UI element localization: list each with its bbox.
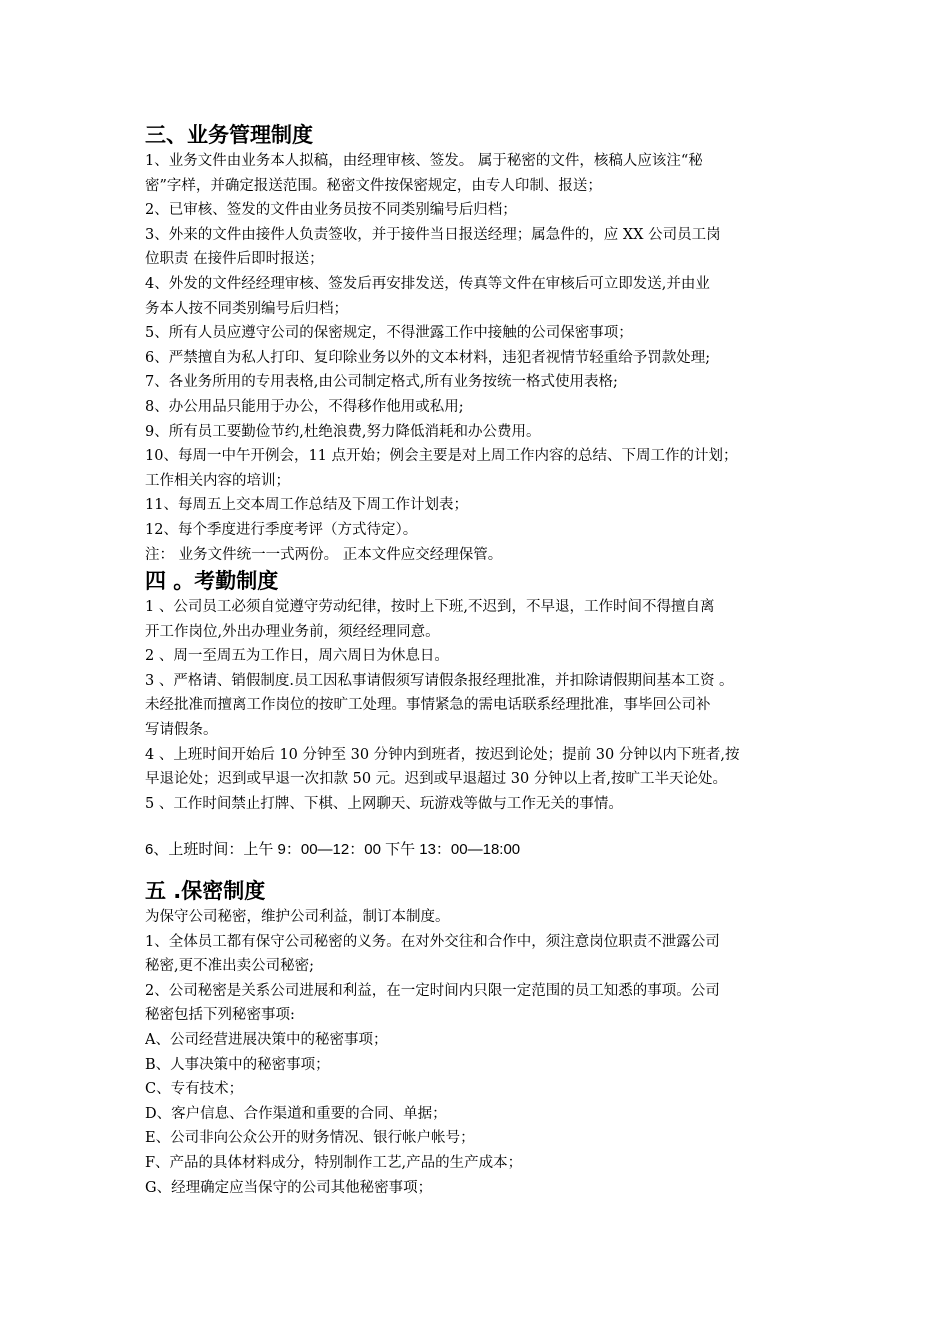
text-line: 4 、上班时间开始后 10 分钟至 30 分钟内到班者，按迟到论处；提前 30 分钟以内下班者,按 [145, 746, 740, 763]
text-line: G、经理确定应当保守的公司其他秘密事项； [145, 1179, 433, 1196]
text-line: 写请假条。 [145, 722, 218, 739]
text-line: E、公司非向公众公开的财务情况、银行帐户帐号； [145, 1130, 475, 1147]
blank-line [145, 816, 815, 838]
text-line: B、人事决策中的秘密事项； [145, 1056, 330, 1073]
text-line: 5、所有人员应遵守公司的保密规定，不得泄露工作中接触的公司保密事项； [145, 325, 633, 342]
text-line: 1、业务文件由业务本人拟稿，由经理审核、签发。 属于秘密的文件，核稿人应该注“秘 [145, 153, 703, 169]
text-line: D、客户信息、合作渠道和重要的合同、单据； [145, 1105, 447, 1122]
text-line: 11、每周五上交本周工作总结及下周工作计划表； [145, 497, 468, 514]
text-line: 务本人按不同类别编号后归档； [145, 300, 348, 317]
text-line: 未经批准而擅离工作岗位的按旷工处理。事情紧急的需电话联系经理批准，事毕回公司补 [145, 697, 711, 714]
section-title: 五 .保密制度 [145, 879, 266, 904]
text-line: C、专有技术； [145, 1081, 244, 1098]
section-title: 三、业务管理制度 [145, 123, 313, 147]
text-line: 2、公司秘密是关系公司进展和利益，在一定时间内只限一定范围的员工知悉的事项。公司 [145, 982, 720, 999]
text-line: 4、外发的文件经经理审核、签发后再安排发送，传真等文件在审核后可立即发送,并由业 [145, 275, 710, 292]
text-line: 2、已审核、签发的文件由业务员按不同类别编号后归档； [145, 202, 517, 219]
text-line: 5 、工作时间禁止打牌、下棋、上网聊天、玩游戏等做与工作无关的事情。 [145, 795, 623, 812]
section-title: 四 。考勤制度 [145, 569, 279, 594]
text-line: 工作相关内容的培训； [145, 472, 290, 489]
section-confidentiality [145, 877, 815, 1200]
text-line: 1、全体员工都有保守公司秘密的义务。在对外交往和合作中，须注意岗位职责不泄露公司 [145, 933, 720, 950]
text-line: 2 、周一至周五为工作日，周六周日为休息日。 [145, 648, 449, 665]
work-hours-line: 6、上班时间：上午 9：00—12：00 下午 13：00—18:00 [145, 841, 521, 859]
text-line: 10、每周一中午开例会，11 点开始；例会主要是对上周工作内容的总结、下周工作的计划； [145, 448, 738, 465]
text-line: 9、所有员工要勤俭节约,杜绝浪费,努力降低消耗和办公费用。 [145, 423, 541, 440]
text-line: A、公司经营进展决策中的秘密事项； [145, 1032, 388, 1048]
blank-line [145, 863, 815, 877]
text-line: 1 、公司员工必须自觉遵守劳动纪律，按时上下班,不迟到，不早退，工作时间不得擅自离 [145, 599, 715, 616]
text-line: 秘密包括下列秘密事项: [145, 1007, 295, 1024]
text-line: 7、各业务所用的专用表格,由公司制定格式,所有业务按统一格式使用表格; [145, 374, 618, 391]
text-line: 位职责 在接件后即时报送； [145, 251, 324, 268]
text-line: 3、外来的文件由接件人负责签收，并于接件当日报送经理；属急件的，应 XX 公司员工岗 [145, 226, 721, 243]
text-line: 6、严禁擅自为私人打印、复印除业务以外的文本材料，违犯者视情节轻重给予罚款处理; [145, 349, 711, 366]
text-line: 密”字样，并确定报送范围。秘密文件按保密规定，由专人印制、报送； [145, 177, 602, 194]
text-line: F、产品的具体材料成分，特别制作工艺,产品的生产成本； [145, 1154, 523, 1171]
section-business-management [145, 121, 815, 567]
text-line: 8、办公用品只能用于办公，不得移作他用或私用; [145, 398, 464, 415]
text-line: 早退论处；迟到或早退一次扣款 50 元。迟到或早退超过 30 分钟以上者,按旷工半天论处。 [145, 771, 727, 788]
note-line: 注： 业务文件统一一式两份。 正本文件应交经理保管。 [145, 546, 503, 563]
section-attendance [145, 567, 815, 877]
text-line: 为保守公司秘密，维护公司利益，制订本制度。 [145, 909, 450, 926]
text-line: 开工作岗位,外出办理业务前，须经经理同意。 [145, 623, 440, 640]
text-line: 12、每个季度进行季度考评（方式待定）。 [145, 521, 418, 538]
text-line: 秘密,更不准出卖公司秘密; [145, 958, 314, 975]
document-page [145, 121, 815, 1200]
text-line: 3 、严格请、销假制度.员工因私事请假须写请假条报经理批准，并扣除请假期间基本工资 。 [145, 672, 734, 689]
